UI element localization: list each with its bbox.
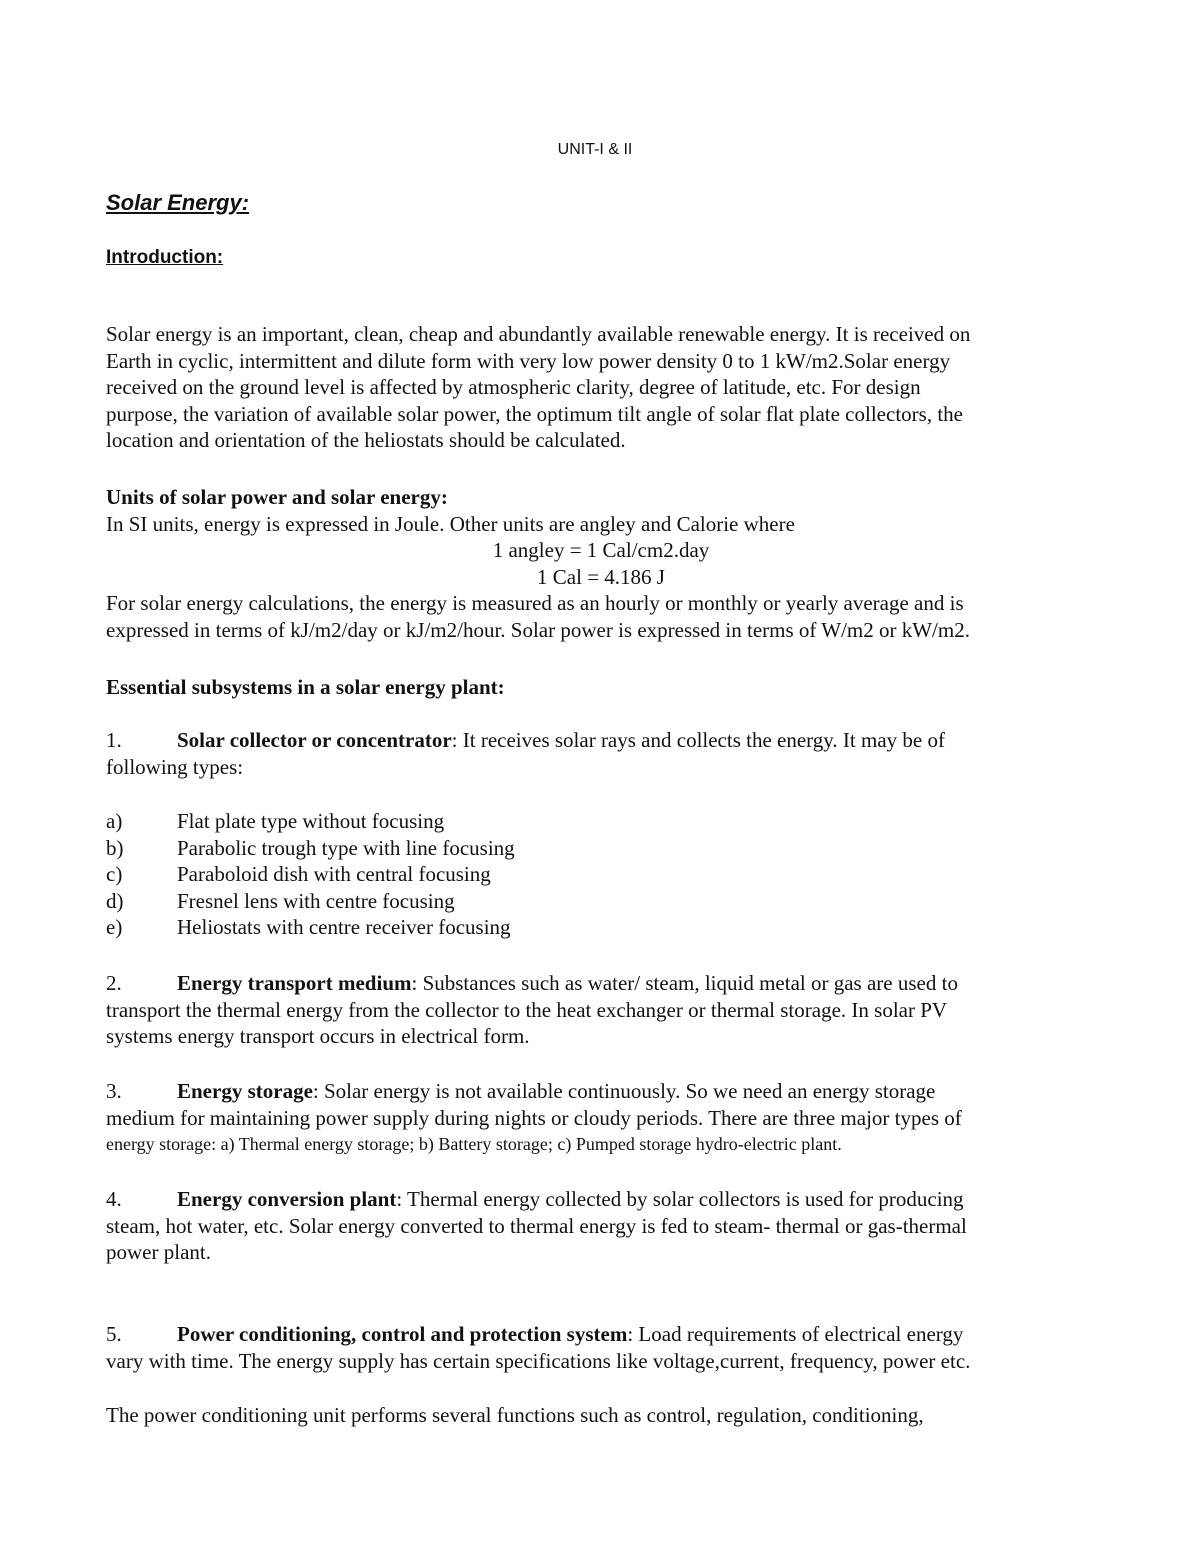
equation-angley: 1 angley = 1 Cal/cm2.day (492, 538, 710, 563)
item-text: following types: (106, 754, 244, 779)
intro-line: purpose, the variation of available solar power, the optimum tilt angle of solar flat plate collectors, the (106, 401, 963, 426)
item-term: Power conditioning, control and protection system (177, 1322, 628, 1346)
item-term: Energy transport medium (177, 971, 412, 995)
subsystem-item-3 (106, 1078, 1096, 1158)
intro-line: Solar energy is an important, clean, cheap and abundantly available renewable energy. It is received on (106, 322, 971, 346)
list-item (106, 861, 1096, 888)
list-label: c) (106, 862, 123, 887)
list-label: d) (106, 888, 124, 913)
units-line: For solar energy calculations, the energy is measured as an hourly or monthly or yearly average and is (106, 591, 964, 616)
intro-line: Earth in cyclic, intermittent and dilute form with very low power density 0 to 1 kW/m2.Solar energy (106, 348, 951, 373)
intro-line: received on the ground level is affected by atmospheric clarity, degree of latitude, etc. For design (106, 375, 921, 400)
item-number: 4. (106, 1187, 122, 1211)
intro-line: location and orientation of the heliostats should be calculated. (106, 428, 626, 453)
list-text: Heliostats with centre receiver focusing (177, 915, 511, 940)
item-text: : Thermal energy collected by solar collectors is used for producing (396, 1187, 964, 1211)
list-label: a) (106, 809, 123, 833)
item-number: 3. (106, 1079, 122, 1103)
item-text: systems energy transport occurs in electrical form. (106, 1024, 530, 1049)
item-term: Solar collector or concentrator (177, 728, 452, 752)
list-item (106, 835, 1096, 862)
list-label: e) (106, 915, 123, 940)
item-text: : It receives solar rays and collects the energy. It may be of (451, 728, 945, 752)
units-heading: Units of solar power and solar energy: (106, 485, 448, 509)
item-number: 2. (106, 971, 122, 995)
item-text: transport the thermal energy from the collector to the heat exchanger or thermal storage. In solar PV (106, 997, 948, 1022)
subsystem-item-4 (106, 1186, 1096, 1266)
closing-line: The power conditioning unit performs several functions such as control, regulation, conditioning, (106, 1403, 924, 1427)
collector-types-list (106, 808, 1096, 941)
item-text: medium for maintaining power supply during nights or cloudy periods. There are three major types of (106, 1105, 962, 1130)
item-text: : Solar energy is not available continuously. So we need an energy storage (312, 1079, 936, 1103)
list-text: Paraboloid dish with central focusing (177, 862, 491, 887)
list-text: Flat plate type without focusing (177, 809, 445, 833)
list-item (106, 808, 1096, 835)
item-term: Energy conversion plant (177, 1187, 397, 1211)
equation-calorie: 1 Cal = 4.186 J (537, 564, 665, 589)
page-title: Solar Energy: (106, 190, 250, 215)
subsystem-item-5 (106, 1321, 1096, 1374)
introduction-paragraph (106, 321, 1096, 454)
list-label: b) (106, 835, 124, 860)
units-section (106, 484, 1096, 644)
item-term: Energy storage (177, 1079, 313, 1103)
subsystem-item-2 (106, 970, 1096, 1050)
units-line: expressed in terms of kJ/m2/day or kJ/m2/hour. Solar power is expressed in terms of W/m2 or kW/m2. (106, 617, 970, 642)
item-text: power plant. (106, 1240, 211, 1265)
list-text: Fresnel lens with centre focusing (177, 888, 455, 913)
item-text: steam, hot water, etc. Solar energy converted to thermal energy is fed to steam- thermal or gas-thermal (106, 1213, 967, 1238)
unit-header: UNIT-I & II (557, 141, 633, 158)
item-text: energy storage: a) Thermal energy storage; b) Battery storage; c) Pumped storage hydro-electric plant. (106, 1134, 842, 1155)
item-text: vary with time. The energy supply has certain specifications like voltage,current, frequency, power etc. (106, 1348, 971, 1373)
subsystem-item-1 (106, 727, 1096, 780)
item-text: : Substances such as water/ steam, liquid metal or gas are used to (411, 971, 958, 995)
list-text: Parabolic trough type with line focusing (177, 835, 515, 860)
list-item (106, 914, 1096, 941)
item-text: : Load requirements of electrical energy (627, 1322, 964, 1346)
units-line: In SI units, energy is expressed in Joule. Other units are angley and Calorie where (106, 511, 795, 536)
subsystems-heading: Essential subsystems in a solar energy plant: (106, 675, 505, 699)
list-item (106, 888, 1096, 915)
item-number: 1. (106, 728, 122, 752)
introduction-heading: Introduction: (106, 247, 224, 268)
item-number: 5. (106, 1322, 122, 1346)
